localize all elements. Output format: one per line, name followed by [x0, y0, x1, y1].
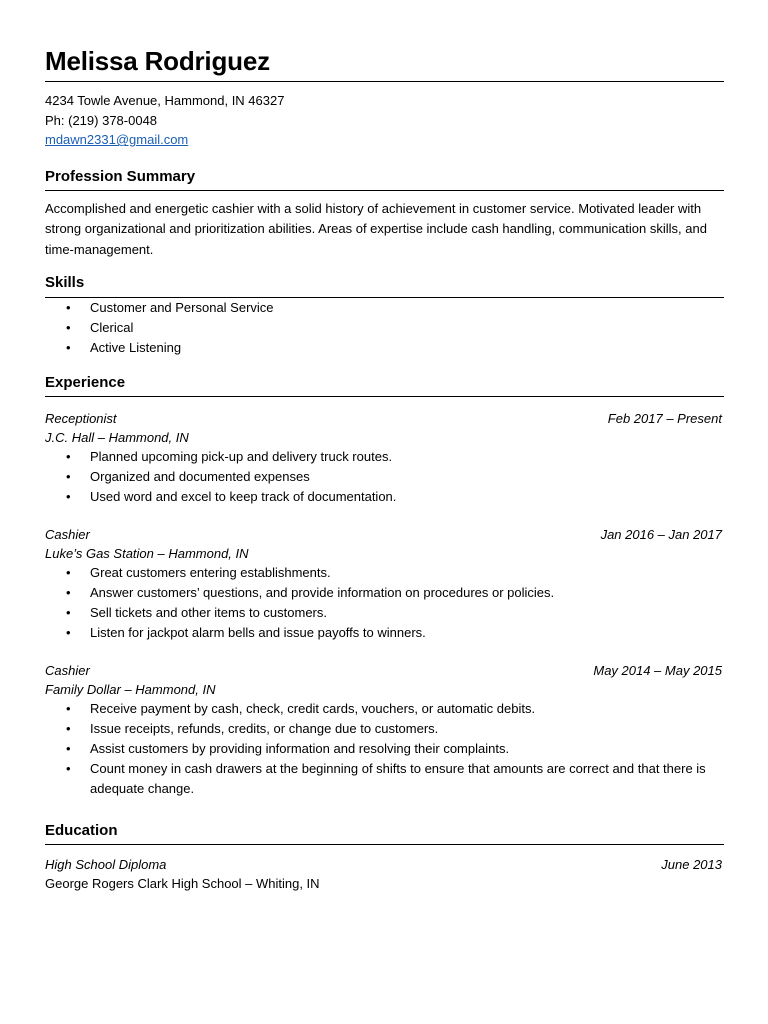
duty-item: • Used word and excel to keep track of documentation. — [45, 487, 724, 507]
job-duties — [45, 447, 724, 507]
duty-item: • Planned upcoming pick-up and delivery truck routes. — [45, 447, 724, 467]
skill-item: • Clerical — [45, 318, 724, 338]
duty-item: • Answer customers’ questions, and provide information on procedures or policies. — [45, 583, 724, 603]
duty-item: • Organized and documented expenses — [45, 467, 724, 487]
skill-item: • Customer and Personal Service — [45, 298, 724, 318]
skills-list — [45, 298, 724, 358]
duty-item: • Receive payment by cash, check, credit cards, vouchers, or automatic debits. — [45, 699, 724, 719]
duty-item: • Listen for jackpot alarm bells and issue payoffs to winners. — [45, 623, 724, 643]
job-company: J.C. Hall – Hammond, IN — [45, 429, 189, 445]
job-title: Receptionist — [45, 410, 117, 426]
job-header — [45, 525, 724, 544]
job-entry — [45, 409, 724, 507]
job-duties — [45, 563, 724, 643]
job-header — [45, 661, 724, 680]
job-dates: Jan 2016 – Jan 2017 — [600, 526, 722, 542]
education-entry — [45, 855, 724, 893]
school-name: George Rogers Clark High School – Whiting, IN — [45, 876, 320, 892]
education-header — [45, 855, 724, 874]
candidate-name: Melissa Rodriguez — [45, 46, 724, 82]
skill-item: • Active Listening — [45, 338, 724, 358]
summary-heading: Profession Summary — [45, 167, 724, 191]
education-section — [45, 821, 724, 893]
education-date: June 2013 — [661, 857, 722, 873]
phone-line: Ph: (219) 378-0048 — [45, 112, 158, 128]
summary-section — [45, 167, 724, 261]
duty-item: • Count money in cash drawers at the beginning of shifts to ensure that amounts are correct and that there is adequate change. — [45, 759, 724, 799]
duty-item: • Great customers entering establishments. — [45, 563, 724, 583]
contact-block — [45, 91, 724, 150]
job-company: Luke’s Gas Station – Hammond, IN — [45, 545, 249, 561]
experience-section — [45, 373, 724, 799]
email-link[interactable]: mdawn2331@gmail.com — [45, 132, 189, 148]
job-company: Family Dollar – Hammond, IN — [45, 681, 216, 697]
job-title: Cashier — [45, 526, 90, 542]
degree-title: High School Diploma — [45, 857, 167, 873]
job-header — [45, 409, 724, 428]
skills-heading: Skills — [45, 273, 724, 297]
job-entry — [45, 525, 724, 643]
skills-section — [45, 273, 724, 357]
job-duties — [45, 699, 724, 799]
experience-heading: Experience — [45, 373, 724, 397]
job-dates: Feb 2017 – Present — [607, 410, 722, 426]
summary-text: Accomplished and energetic cashier with a solid history of achievement in customer service. Motivated leader with strong organizational and prioritization abilities. Areas of expertise include cash handling, communication skills, and time-management. — [45, 200, 707, 257]
job-dates: May 2014 – May 2015 — [593, 662, 722, 678]
education-heading: Education — [45, 821, 724, 845]
job-entry — [45, 661, 724, 799]
duty-item: • Assist customers by providing information and resolving their complaints. — [45, 739, 724, 759]
duty-item: • Issue receipts, refunds, credits, or change due to customers. — [45, 719, 724, 739]
job-title: Cashier — [45, 662, 90, 678]
duty-item: • Sell tickets and other items to customers. — [45, 603, 724, 623]
address-line: 4234 Towle Avenue, Hammond, IN 46327 — [45, 93, 285, 109]
